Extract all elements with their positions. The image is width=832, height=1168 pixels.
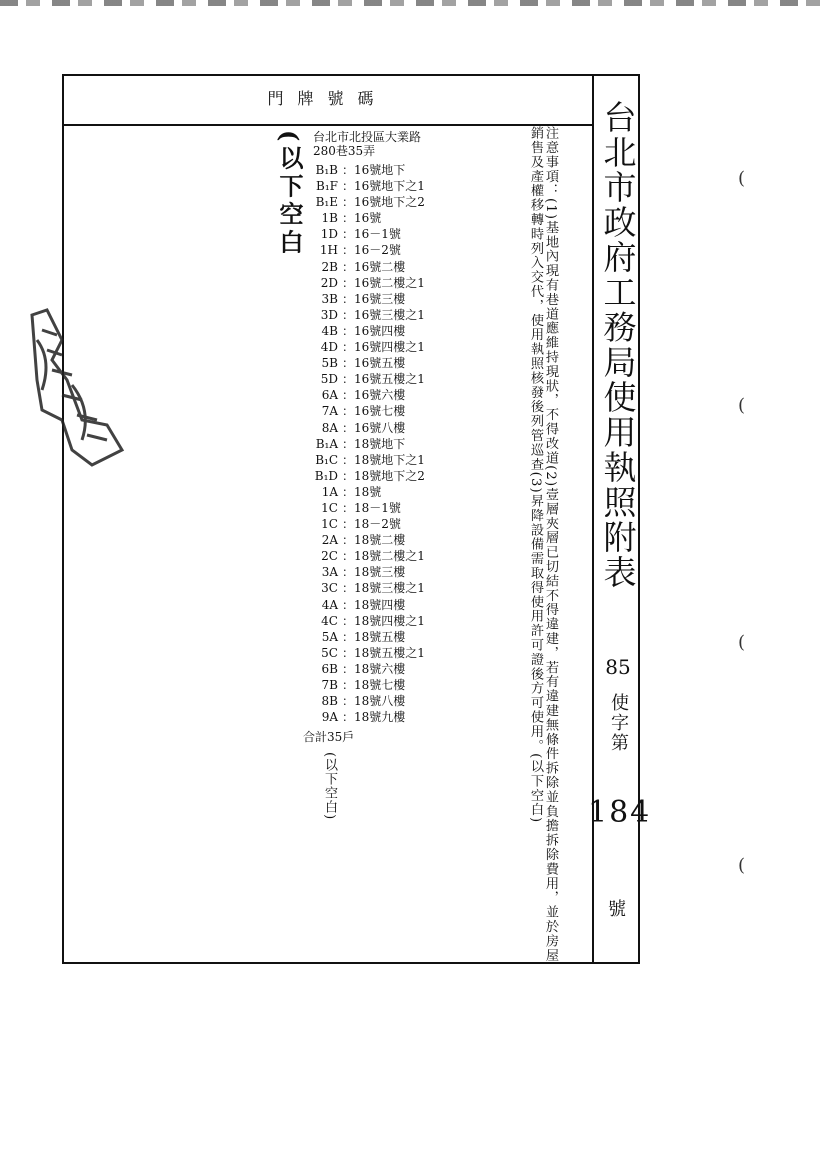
unit-number: 18號三樓 bbox=[354, 565, 406, 580]
separator: ： bbox=[342, 581, 355, 596]
unit-number: 18號七樓 bbox=[354, 678, 406, 692]
unit-number: 18號地下 bbox=[354, 436, 406, 451]
unit-floor: 4C bbox=[321, 613, 338, 628]
unit-row bbox=[304, 452, 425, 468]
unit-number: 18－1號 bbox=[354, 500, 401, 515]
unit-row bbox=[304, 645, 425, 661]
unit-floor: B₁E bbox=[315, 195, 338, 210]
address bbox=[313, 130, 473, 158]
doc-year: 85 bbox=[605, 655, 631, 679]
header-divider bbox=[62, 124, 593, 126]
unit-floor: 7B bbox=[321, 678, 338, 692]
unit-row bbox=[304, 323, 425, 339]
separator: ： bbox=[342, 694, 355, 709]
separator: ： bbox=[342, 340, 355, 355]
unit-row bbox=[304, 436, 425, 452]
unit-row bbox=[304, 387, 425, 403]
unit-number: 18號八樓 bbox=[354, 694, 406, 709]
unit-number: 18號六樓 bbox=[354, 661, 406, 676]
unit-row bbox=[304, 532, 425, 548]
separator: ： bbox=[342, 179, 355, 194]
unit-row bbox=[304, 339, 425, 355]
unit-number: 16號 bbox=[354, 211, 382, 226]
address-line1: 台北市北投區大業路 bbox=[313, 130, 422, 144]
unit-number: 16號三樓 bbox=[354, 291, 406, 306]
unit-floor: 6A bbox=[321, 388, 338, 403]
unit-number: 16號五樓之1 bbox=[354, 372, 425, 387]
unit-floor: 2B bbox=[321, 259, 338, 274]
unit-row bbox=[304, 597, 425, 613]
separator: ： bbox=[342, 259, 355, 274]
unit-floor: 8B bbox=[321, 694, 338, 709]
unit-row bbox=[304, 564, 425, 580]
unit-number: 16號地下之1 bbox=[354, 179, 425, 194]
handwritten-blank-note: (以下空白 bbox=[275, 130, 304, 258]
unit-number: 16號二樓之1 bbox=[354, 275, 425, 290]
unit-number: 18號四樓 bbox=[354, 597, 406, 612]
unit-floor: 4A bbox=[321, 597, 338, 612]
separator: ： bbox=[342, 645, 355, 660]
unit-floor: 1B bbox=[321, 211, 338, 226]
scan-mark: ( bbox=[738, 632, 746, 653]
unit-floor: 5D bbox=[320, 372, 338, 387]
separator: ： bbox=[342, 227, 355, 242]
unit-list bbox=[304, 162, 425, 725]
unit-number: 16號三樓之1 bbox=[354, 307, 425, 322]
separator: ： bbox=[342, 275, 355, 290]
separator: ： bbox=[342, 533, 355, 548]
title-divider bbox=[592, 74, 594, 964]
unit-floor: B₁B bbox=[315, 163, 338, 177]
unit-number: 16號八樓 bbox=[354, 420, 406, 435]
document-title: 台北市政府工務局使用執照附表 bbox=[598, 100, 638, 590]
separator: ： bbox=[342, 323, 355, 338]
unit-number: 18號五樓之1 bbox=[354, 645, 425, 660]
unit-floor: 1C bbox=[321, 500, 338, 515]
doc-serial: 184 bbox=[588, 795, 652, 830]
unit-row bbox=[304, 355, 425, 371]
document-number bbox=[588, 655, 652, 920]
unit-row bbox=[304, 275, 425, 291]
unit-row bbox=[304, 291, 425, 307]
unit-row bbox=[304, 580, 425, 596]
unit-floor: 4B bbox=[321, 323, 338, 338]
separator: ： bbox=[342, 211, 355, 226]
scan-mark: ( bbox=[738, 168, 746, 189]
scan-mark: ( bbox=[738, 395, 746, 416]
unit-floor: 3D bbox=[320, 307, 338, 322]
separator: ： bbox=[342, 404, 355, 419]
unit-floor: 9A bbox=[321, 710, 338, 725]
separator: ： bbox=[342, 436, 355, 451]
scan-noise bbox=[0, 0, 832, 6]
separator: ： bbox=[342, 356, 355, 371]
doc-suffix: 號 bbox=[608, 899, 626, 920]
address-line2: 280巷35弄 bbox=[313, 144, 376, 158]
total-count: 合計35戶 bbox=[303, 730, 355, 744]
unit-row bbox=[304, 677, 425, 693]
unit-row bbox=[304, 371, 425, 387]
unit-number: 18－2號 bbox=[354, 517, 401, 532]
unit-row bbox=[304, 226, 425, 242]
unit-number: 16號五樓 bbox=[354, 356, 406, 371]
unit-number: 16－1號 bbox=[354, 227, 401, 242]
separator: ： bbox=[342, 565, 355, 580]
unit-floor: 8A bbox=[321, 420, 338, 435]
unit-number: 18號 bbox=[354, 484, 382, 499]
title-box bbox=[596, 100, 640, 590]
scan-mark: ( bbox=[738, 855, 746, 876]
unit-floor: B₁F bbox=[316, 179, 338, 194]
unit-row bbox=[304, 210, 425, 226]
unit-row bbox=[304, 693, 425, 709]
unit-floor: 2A bbox=[321, 533, 338, 548]
separator: ： bbox=[342, 549, 355, 564]
unit-number: 18號五樓 bbox=[354, 629, 406, 644]
unit-floor: 5B bbox=[321, 356, 338, 371]
unit-row bbox=[304, 178, 425, 194]
unit-row bbox=[304, 613, 425, 629]
unit-row bbox=[304, 709, 425, 725]
unit-number: 16－2號 bbox=[354, 243, 401, 258]
unit-row bbox=[304, 468, 425, 484]
unit-number: 18號地下之2 bbox=[354, 468, 425, 483]
official-stamp bbox=[22, 300, 132, 470]
unit-row bbox=[304, 162, 425, 178]
unit-row bbox=[304, 242, 425, 258]
doc-prefix: 使字第 bbox=[608, 693, 629, 753]
separator: ： bbox=[342, 500, 355, 515]
unit-number: 16號地下之2 bbox=[354, 195, 425, 210]
unit-floor: 2C bbox=[321, 549, 338, 564]
unit-floor: 3A bbox=[321, 565, 338, 580]
unit-row bbox=[304, 420, 425, 436]
unit-floor: 1D bbox=[320, 227, 338, 242]
unit-row bbox=[304, 194, 425, 210]
unit-row bbox=[304, 661, 425, 677]
unit-number: 16號四樓 bbox=[354, 323, 406, 338]
separator: ： bbox=[342, 372, 355, 387]
unit-number: 18號三樓之1 bbox=[354, 581, 425, 596]
separator: ： bbox=[342, 613, 355, 628]
unit-row bbox=[304, 259, 425, 275]
unit-row bbox=[304, 516, 425, 532]
unit-floor: 3C bbox=[321, 581, 338, 596]
unit-floor: B₁C bbox=[315, 452, 338, 467]
separator: ： bbox=[342, 388, 355, 403]
separator: ： bbox=[342, 661, 355, 676]
unit-number: 18號九樓 bbox=[354, 710, 406, 725]
unit-row bbox=[304, 307, 425, 323]
notes-column: 注意事項：(1)基地內現有巷道應維持現狀，不得改道(2)壹層夾層已切結不得違建，若有違建無條件拆除並負擔拆除費用，並於房屋銷售及產權移轉時列入交代，使用執照核發後列管巡查(3)昇降設備需取得使用許可證後方可使用。(以下空白) bbox=[528, 126, 558, 963]
unit-floor: B₁D bbox=[314, 468, 338, 483]
unit-floor: B₁A bbox=[315, 436, 338, 451]
separator: ： bbox=[342, 307, 355, 322]
separator: ： bbox=[342, 517, 355, 532]
unit-row bbox=[304, 500, 425, 516]
separator: ： bbox=[342, 678, 355, 692]
separator: ： bbox=[342, 468, 355, 483]
separator: ： bbox=[342, 163, 355, 177]
blank-note: (以下空白) bbox=[322, 752, 337, 821]
unit-number: 18號二樓之1 bbox=[354, 549, 425, 564]
unit-number: 16號地下 bbox=[354, 163, 406, 177]
separator: ： bbox=[342, 710, 355, 725]
unit-floor: 1H bbox=[319, 243, 338, 258]
separator: ： bbox=[342, 597, 355, 612]
unit-floor: 6B bbox=[321, 661, 338, 676]
unit-number: 18號二樓 bbox=[354, 533, 406, 548]
unit-floor: 3B bbox=[321, 291, 338, 306]
unit-floor: 7A bbox=[321, 404, 338, 419]
unit-number: 16號四樓之1 bbox=[354, 340, 425, 355]
unit-floor: 5A bbox=[321, 629, 338, 644]
unit-number: 16號七樓 bbox=[354, 404, 406, 419]
separator: ： bbox=[342, 195, 355, 210]
unit-floor: 5C bbox=[321, 645, 338, 660]
unit-number: 16號二樓 bbox=[354, 259, 406, 274]
unit-row bbox=[304, 548, 425, 564]
unit-number: 16號六樓 bbox=[354, 388, 406, 403]
separator: ： bbox=[342, 452, 355, 467]
unit-floor: 1A bbox=[321, 484, 338, 499]
unit-row bbox=[304, 403, 425, 419]
separator: ： bbox=[342, 243, 355, 258]
unit-number: 18號地下之1 bbox=[354, 452, 425, 467]
unit-row bbox=[304, 484, 425, 500]
unit-floor: 4D bbox=[320, 340, 338, 355]
unit-number: 18號四樓之1 bbox=[354, 613, 425, 628]
separator: ： bbox=[342, 420, 355, 435]
separator: ： bbox=[342, 291, 355, 306]
separator: ： bbox=[342, 484, 355, 499]
unit-floor: 1C bbox=[321, 517, 338, 532]
unit-row bbox=[304, 629, 425, 645]
unit-floor: 2D bbox=[320, 275, 338, 290]
separator: ： bbox=[342, 629, 355, 644]
column-header: 門牌號碼 bbox=[267, 89, 388, 108]
